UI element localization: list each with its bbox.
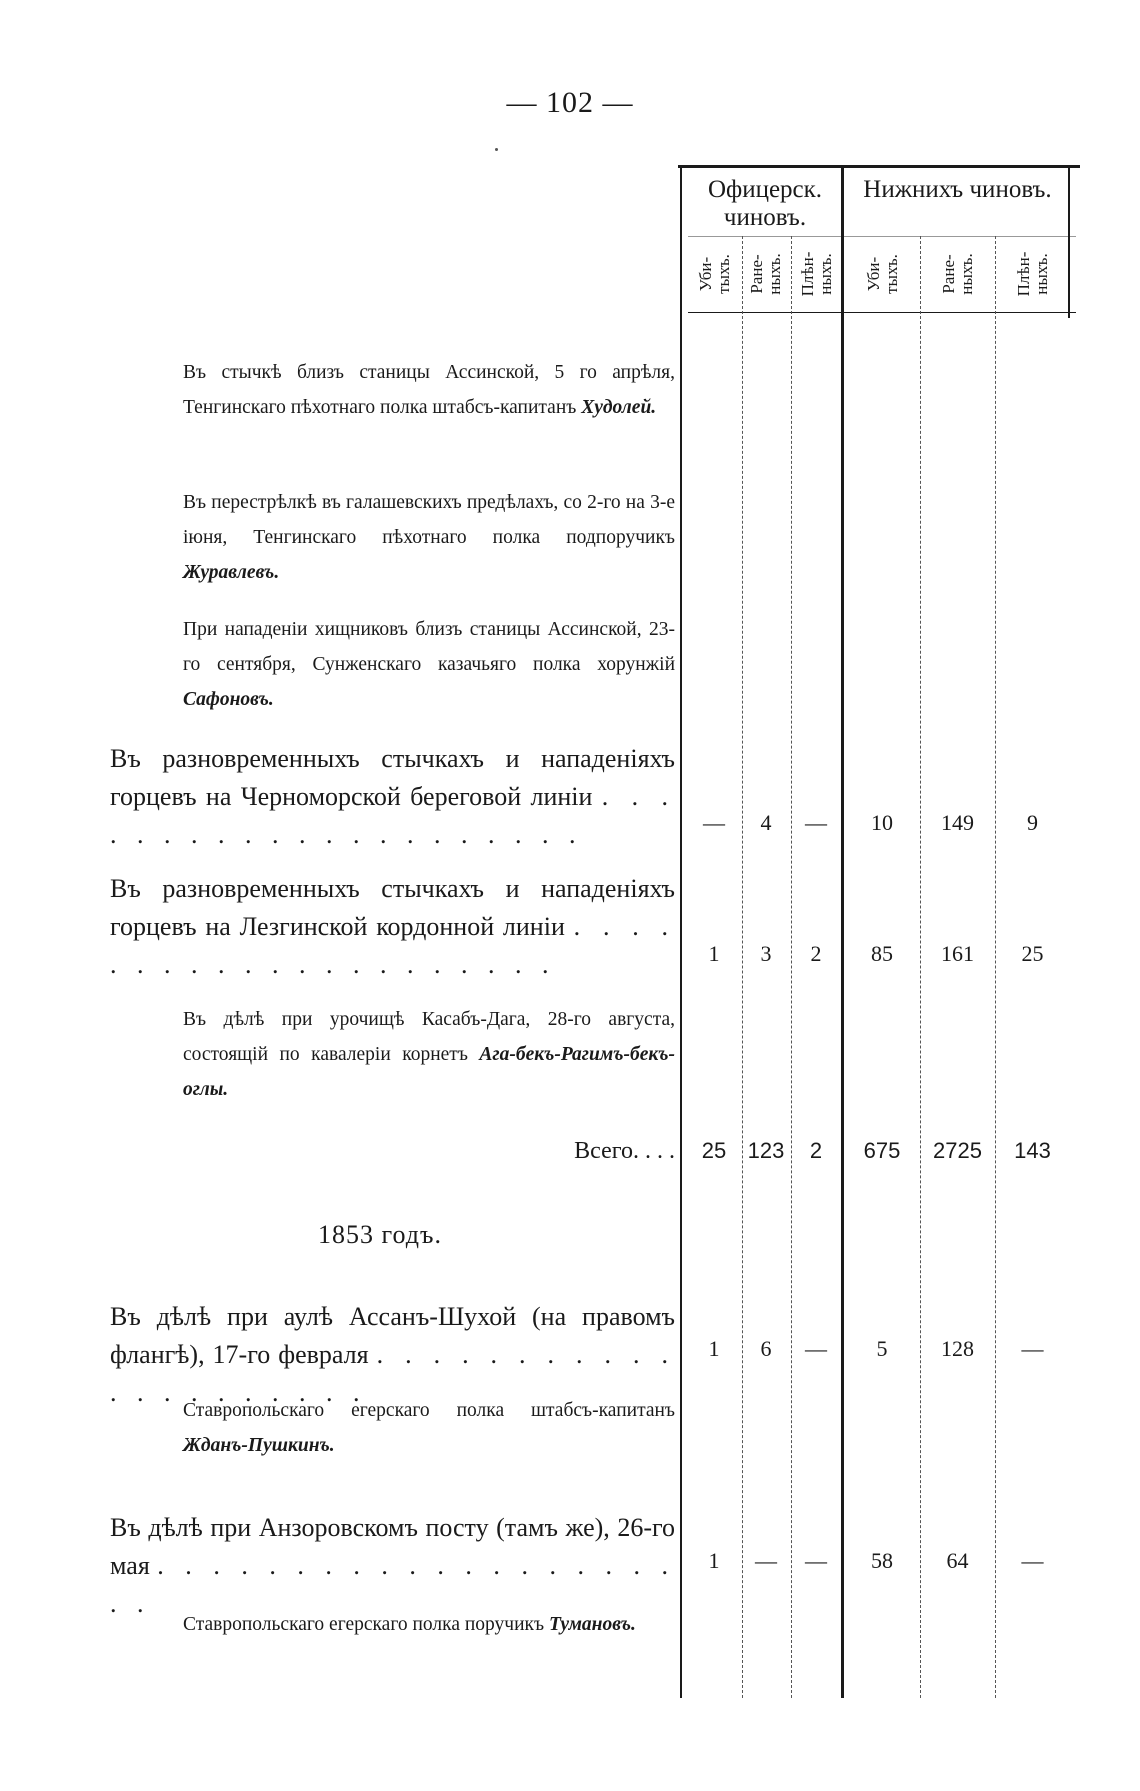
entry-kasab-daga: Въ дѣлѣ при урочищѣ Касабъ-Дага, 28-го августа, состоящій по кавалеріи корнетъ Ага-бекъ-Рагимъ-бекъ-оглы. bbox=[183, 1009, 676, 1100]
top-rule bbox=[678, 165, 1080, 168]
lower-wounded: 64 bbox=[946, 1548, 969, 1573]
officers-wounded: 6 bbox=[760, 1336, 772, 1361]
entry-assinskaya-raid: При нападеніи хищниковъ близъ станицы Ассинской, 23-го сентября, Сунженскаго казачьяго полка хорунжій Сафоновъ. bbox=[183, 619, 675, 710]
lower-wounded: 128 bbox=[941, 1336, 974, 1361]
lower-captured: 9 bbox=[1027, 810, 1038, 835]
year-heading: 1853 годъ. bbox=[318, 1220, 442, 1249]
officers-killed: 1 bbox=[708, 1548, 720, 1573]
entry-zhdan-pushkin: Ставропольскаго егерскаго полка штабсъ-капитанъ Жданъ-Пушкинъ. bbox=[183, 1400, 675, 1456]
right-border bbox=[1068, 168, 1070, 318]
officer-name: Сафоновъ. bbox=[183, 689, 274, 710]
lower-wounded: 161 bbox=[941, 941, 974, 966]
officer-name: Тумановъ. bbox=[548, 1614, 636, 1635]
total-lower-killed: 675 bbox=[863, 1138, 901, 1163]
header-rule bbox=[688, 312, 1076, 313]
officers-wounded: — bbox=[755, 1548, 777, 1573]
col-header-officers-wounded: Ране-ныхъ. bbox=[747, 253, 784, 295]
table-row bbox=[680, 937, 1077, 971]
total-row bbox=[680, 1134, 1077, 1168]
lower-wounded: 149 bbox=[941, 810, 974, 835]
officers-killed: 1 bbox=[708, 1336, 720, 1361]
entry-black-sea-line: Въ разновременныхъ стычкахъ и нападеніяхъ горцевъ на Черноморской береговой линіи . . . . . . . . . . . . . . . . . . . . . bbox=[110, 744, 676, 849]
group-divider bbox=[841, 168, 844, 1698]
entry-assinskaya: Въ стычкѣ близъ станицы Ассинской, 5 го апрѣля, Тенгинскаго пѣхотнаго полка штабсъ-капитанъ Худолей. bbox=[183, 362, 675, 418]
col-header-officers-captured: Плѣн-ныхъ. bbox=[798, 251, 835, 297]
entry-assan-shukhoy: Въ дѣлѣ при аулѣ Ассанъ-Шухой (на правомъ флангѣ), 17-го февраля . . . . . . . . . . . . . . . . . . . . . bbox=[110, 1302, 676, 1407]
entry-tumanov: Ставропольскаго егерскаго полка поручикъ Тумановъ. bbox=[183, 1614, 636, 1635]
officers-captured: — bbox=[805, 1336, 827, 1361]
total-officers-killed: 25 bbox=[701, 1138, 727, 1163]
officers-wounded: 4 bbox=[760, 810, 772, 835]
officers-killed: 1 bbox=[708, 941, 720, 966]
lower-killed: 5 bbox=[876, 1336, 888, 1361]
lower-captured: — bbox=[1021, 1336, 1044, 1361]
officers-captured: — bbox=[805, 1548, 827, 1573]
subheader-rule bbox=[688, 236, 1076, 237]
leader-dots: . . . . . . . . . . . . . . . . . . . . . bbox=[110, 782, 676, 849]
entry-lezgin-line: Въ разновременныхъ стычкахъ и нападеніяхъ горцевъ на Лезгинской кордонной линіи . . . . . . . . . . . . . . . . . . . . . bbox=[110, 874, 676, 979]
officer-name: Худолей. bbox=[581, 397, 657, 418]
table-row bbox=[680, 1544, 1077, 1578]
entry-galashevsky: Въ перестрѣлкѣ въ галашевскихъ предѣлахъ, со 2-го на 3-е іюня, Тенгинскаго пѣхотнаго полка подпоручикъ Журавлевъ. bbox=[183, 492, 675, 583]
header-lower-ranks: Нижнихъ чиновъ. bbox=[863, 176, 1052, 203]
total-officers-wounded: 123 bbox=[747, 1138, 785, 1163]
total-label: Всего. . . . bbox=[574, 1138, 675, 1164]
leader-dots: . . . . . . . . . . . . . . . . . . . . . bbox=[110, 912, 676, 979]
lower-killed: 58 bbox=[871, 1548, 893, 1573]
officer-name: Жданъ-Пушкинъ. bbox=[183, 1435, 335, 1456]
total-lower-captured: 143 bbox=[1014, 1138, 1051, 1163]
leader-dots: . . . . . . . . . . . . . . . . . . . . . bbox=[110, 1340, 676, 1407]
entry-anzorov-post: Въ дѣлѣ при Анзоровскомъ посту (тамъ же), 26-го мая . . . . . . . . . . . . . . . . . . . . . bbox=[110, 1513, 676, 1618]
lower-killed: 85 bbox=[871, 941, 893, 966]
table-row bbox=[680, 1332, 1077, 1366]
officer-name: Ага-бекъ-Рагимъ-бекъ-оглы. bbox=[183, 1044, 676, 1100]
officer-name: Журавлевъ. bbox=[183, 562, 280, 583]
table-row bbox=[680, 806, 1077, 840]
officers-wounded: 3 bbox=[760, 941, 772, 966]
leader-dots: . . . . . . . . . . . . . . . . . . . . . bbox=[110, 1551, 676, 1618]
left-border bbox=[680, 168, 682, 1698]
page-number: — 102 — bbox=[506, 86, 634, 119]
officers-captured: 2 bbox=[810, 941, 822, 966]
print-speck bbox=[495, 148, 498, 151]
lower-killed: 10 bbox=[871, 810, 893, 835]
header-officers: Офицерск. чиновъ. bbox=[707, 176, 823, 231]
officers-captured: — bbox=[805, 810, 827, 835]
officers-killed: — bbox=[703, 810, 725, 835]
total-officers-captured: 2 bbox=[809, 1138, 823, 1163]
col-header-lower-captured: Плѣн-ныхъ. bbox=[1014, 251, 1051, 297]
col-header-lower-wounded: Ране-ныхъ. bbox=[939, 253, 976, 295]
total-lower-wounded: 2725 bbox=[933, 1138, 982, 1163]
col-header-lower-killed: Уби-тыхъ. bbox=[864, 254, 901, 294]
lower-captured: — bbox=[1021, 1548, 1044, 1573]
lower-captured: 25 bbox=[1021, 941, 1044, 966]
col-header-officers-killed: Уби-тыхъ. bbox=[696, 254, 733, 294]
